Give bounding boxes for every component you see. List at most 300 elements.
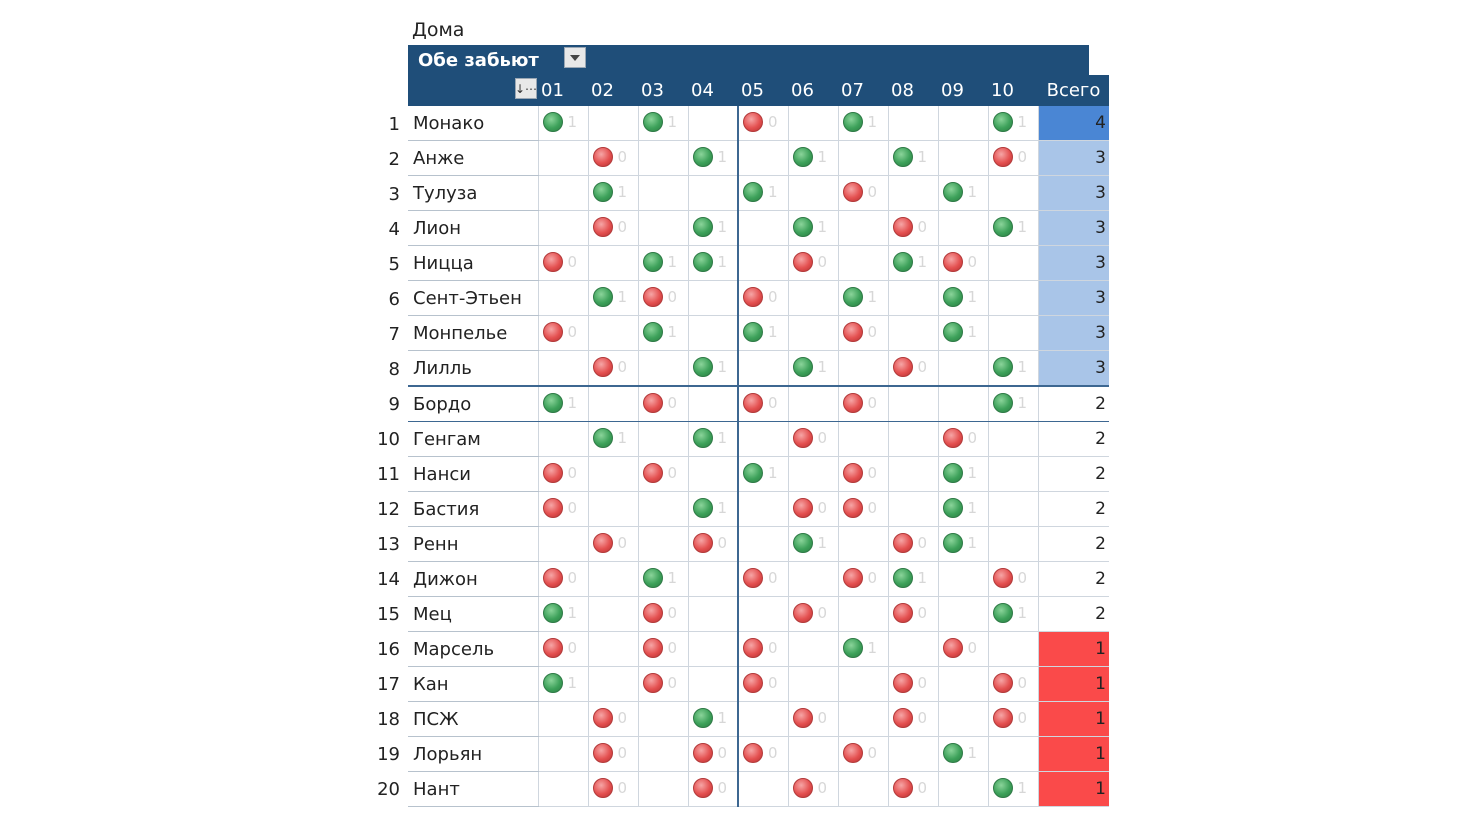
- total-cell[interactable]: 3: [1038, 246, 1109, 281]
- result-cell[interactable]: [638, 702, 688, 737]
- result-cell[interactable]: [888, 457, 938, 492]
- result-cell[interactable]: [788, 422, 838, 457]
- result-cell[interactable]: [788, 457, 838, 492]
- result-cell[interactable]: [538, 141, 588, 176]
- result-cell[interactable]: [738, 141, 788, 176]
- result-cell[interactable]: [638, 737, 688, 772]
- total-cell[interactable]: 1: [1038, 632, 1109, 667]
- result-cell[interactable]: [638, 527, 688, 562]
- result-value: 1: [967, 288, 978, 306]
- result-value: 1: [917, 253, 928, 271]
- total-cell[interactable]: 3: [1038, 211, 1109, 246]
- result-cell[interactable]: [938, 562, 988, 597]
- result-cell[interactable]: [688, 772, 738, 807]
- result-cell[interactable]: [688, 492, 738, 527]
- result-cell[interactable]: [638, 351, 688, 387]
- result-value: 0: [917, 709, 928, 727]
- result-cell[interactable]: [888, 246, 938, 281]
- total-cell[interactable]: 2: [1038, 597, 1109, 632]
- table-row: [408, 562, 1109, 597]
- table-row: [408, 597, 1109, 632]
- result-cell[interactable]: [988, 492, 1038, 527]
- header-total[interactable]: Всего: [1038, 75, 1109, 106]
- result-cell[interactable]: [938, 351, 988, 387]
- result-cell[interactable]: [788, 737, 838, 772]
- result-cell[interactable]: [988, 422, 1038, 457]
- header-match-05[interactable]: 05: [738, 75, 788, 106]
- result-value: 0: [768, 288, 778, 306]
- result-cell[interactable]: [988, 106, 1038, 141]
- result-cell[interactable]: [738, 632, 788, 667]
- result-cell[interactable]: [588, 246, 638, 281]
- green-circle-icon: [643, 112, 663, 132]
- result-cell[interactable]: [738, 211, 788, 246]
- row-number: 3: [388, 184, 400, 205]
- green-circle-icon: [943, 498, 963, 518]
- red-circle-icon: [843, 743, 863, 763]
- result-cell[interactable]: [838, 737, 888, 772]
- result-cell[interactable]: [888, 141, 938, 176]
- result-value: 1: [717, 148, 728, 166]
- result-cell[interactable]: [738, 106, 788, 141]
- result-cell[interactable]: [538, 281, 588, 316]
- result-value: 0: [768, 569, 778, 587]
- result-cell[interactable]: [788, 176, 838, 211]
- result-cell[interactable]: [988, 597, 1038, 632]
- total-cell[interactable]: 2: [1038, 492, 1109, 527]
- result-cell[interactable]: [988, 281, 1038, 316]
- result-cell[interactable]: [538, 632, 588, 667]
- result-cell[interactable]: [638, 597, 688, 632]
- filter-dropdown-button[interactable]: [564, 47, 586, 68]
- total-cell[interactable]: 1: [1038, 667, 1109, 702]
- result-cell[interactable]: [888, 667, 938, 702]
- header-match-09[interactable]: 09: [938, 75, 988, 106]
- result-cell[interactable]: [688, 351, 738, 387]
- total-cell[interactable]: 2: [1038, 527, 1109, 562]
- green-circle-icon: [693, 428, 713, 448]
- result-cell[interactable]: [888, 527, 938, 562]
- result-value: 0: [667, 674, 678, 692]
- result-value: 0: [917, 604, 928, 622]
- green-circle-icon: [543, 393, 563, 413]
- result-cell[interactable]: [788, 527, 838, 562]
- result-cell[interactable]: [738, 457, 788, 492]
- result-cell[interactable]: [888, 422, 938, 457]
- result-cell[interactable]: [888, 492, 938, 527]
- result-value: 0: [1017, 569, 1028, 587]
- result-cell[interactable]: [588, 351, 638, 387]
- result-cell[interactable]: [638, 106, 688, 141]
- result-value: 0: [567, 464, 578, 482]
- header-match-01[interactable]: 01: [538, 75, 588, 106]
- result-value: 1: [817, 148, 828, 166]
- result-cell[interactable]: [588, 457, 638, 492]
- green-circle-icon: [793, 217, 813, 237]
- result-cell[interactable]: [688, 141, 738, 176]
- result-cell[interactable]: [588, 737, 638, 772]
- result-cell[interactable]: [838, 211, 888, 246]
- result-cell[interactable]: [538, 492, 588, 527]
- result-cell[interactable]: [838, 351, 888, 387]
- result-cell[interactable]: [888, 562, 938, 597]
- result-cell[interactable]: [738, 281, 788, 316]
- header-match-10[interactable]: 10: [988, 75, 1038, 106]
- result-cell[interactable]: [938, 667, 988, 702]
- result-cell[interactable]: [588, 702, 638, 737]
- total-cell[interactable]: 2: [1038, 457, 1109, 492]
- result-cell[interactable]: [988, 246, 1038, 281]
- result-cell[interactable]: [588, 281, 638, 316]
- result-cell[interactable]: [938, 316, 988, 351]
- result-cell[interactable]: [688, 422, 738, 457]
- result-cell[interactable]: [938, 281, 988, 316]
- result-cell[interactable]: [888, 632, 938, 667]
- result-cell[interactable]: [588, 492, 638, 527]
- result-value: 0: [967, 639, 978, 657]
- result-cell[interactable]: [738, 597, 788, 632]
- result-value: 0: [967, 253, 978, 271]
- result-cell[interactable]: [738, 492, 788, 527]
- result-cell[interactable]: [538, 386, 588, 422]
- result-value: 1: [667, 569, 678, 587]
- result-cell[interactable]: [588, 106, 638, 141]
- red-circle-icon: [793, 603, 813, 623]
- result-cell[interactable]: [538, 772, 588, 807]
- result-cell[interactable]: [888, 702, 938, 737]
- result-cell[interactable]: [688, 527, 738, 562]
- result-cell[interactable]: [788, 492, 838, 527]
- result-cell[interactable]: [738, 422, 788, 457]
- result-cell[interactable]: [638, 141, 688, 176]
- result-cell[interactable]: [588, 667, 638, 702]
- result-cell[interactable]: [538, 316, 588, 351]
- result-cell[interactable]: [638, 457, 688, 492]
- result-value: 0: [817, 253, 828, 271]
- result-cell[interactable]: [588, 632, 638, 667]
- result-cell[interactable]: [738, 351, 788, 387]
- result-cell[interactable]: [988, 702, 1038, 737]
- result-cell[interactable]: [738, 386, 788, 422]
- result-cell[interactable]: [988, 527, 1038, 562]
- total-cell[interactable]: 3: [1038, 141, 1109, 176]
- total-cell[interactable]: 3: [1038, 351, 1109, 387]
- result-cell[interactable]: [938, 141, 988, 176]
- total-cell[interactable]: 4: [1038, 106, 1109, 141]
- result-value: 1: [967, 534, 978, 552]
- result-cell[interactable]: [638, 386, 688, 422]
- result-cell[interactable]: [588, 527, 638, 562]
- result-cell[interactable]: [888, 386, 938, 422]
- result-cell[interactable]: [938, 772, 988, 807]
- result-cell[interactable]: [938, 422, 988, 457]
- red-circle-icon: [593, 708, 613, 728]
- green-circle-icon: [743, 182, 763, 202]
- result-cell[interactable]: [538, 737, 588, 772]
- result-cell[interactable]: [988, 316, 1038, 351]
- result-cell[interactable]: [788, 562, 838, 597]
- result-cell[interactable]: [538, 246, 588, 281]
- result-cell[interactable]: [688, 457, 738, 492]
- result-cell[interactable]: [688, 281, 738, 316]
- result-value: 1: [867, 113, 878, 131]
- result-cell[interactable]: [688, 737, 738, 772]
- result-cell[interactable]: [988, 457, 1038, 492]
- result-cell[interactable]: [838, 527, 888, 562]
- result-cell[interactable]: [638, 422, 688, 457]
- total-cell[interactable]: 2: [1038, 386, 1109, 422]
- header-match-08[interactable]: 08: [888, 75, 938, 106]
- header-match-04[interactable]: 04: [688, 75, 738, 106]
- result-cell[interactable]: [888, 772, 938, 807]
- row-number: 10: [377, 429, 400, 450]
- header-match-02[interactable]: 02: [588, 75, 638, 106]
- result-cell[interactable]: [588, 141, 638, 176]
- result-cell[interactable]: [888, 737, 938, 772]
- result-cell[interactable]: [738, 772, 788, 807]
- result-value: 0: [967, 429, 978, 447]
- result-cell[interactable]: [588, 422, 638, 457]
- result-cell[interactable]: [838, 667, 888, 702]
- total-cell[interactable]: 3: [1038, 176, 1109, 211]
- result-value: 1: [817, 358, 828, 376]
- header-match-07[interactable]: 07: [838, 75, 888, 106]
- result-value: 1: [567, 674, 578, 692]
- result-cell[interactable]: [888, 316, 938, 351]
- result-cell[interactable]: [588, 562, 638, 597]
- result-cell[interactable]: [638, 176, 688, 211]
- result-cell[interactable]: [538, 422, 588, 457]
- table-caption: Дома: [412, 19, 465, 41]
- result-value: 0: [717, 534, 728, 552]
- result-cell[interactable]: [938, 457, 988, 492]
- result-cell[interactable]: [888, 176, 938, 211]
- result-cell[interactable]: [538, 562, 588, 597]
- green-circle-icon: [843, 287, 863, 307]
- result-cell[interactable]: [588, 316, 638, 351]
- total-cell[interactable]: 3: [1038, 316, 1109, 351]
- red-circle-icon: [893, 603, 913, 623]
- result-cell[interactable]: [738, 246, 788, 281]
- total-cell[interactable]: 1: [1038, 737, 1109, 772]
- red-circle-icon: [743, 287, 763, 307]
- result-cell[interactable]: [788, 597, 838, 632]
- result-cell[interactable]: [688, 316, 738, 351]
- result-value: 0: [617, 218, 628, 236]
- team-name: Лорьян: [408, 737, 538, 772]
- red-circle-icon: [843, 498, 863, 518]
- result-cell[interactable]: [538, 667, 588, 702]
- result-cell[interactable]: [838, 246, 888, 281]
- result-cell[interactable]: [788, 316, 838, 351]
- row-number: 16: [377, 639, 400, 660]
- result-cell[interactable]: [938, 246, 988, 281]
- result-cell[interactable]: [938, 492, 988, 527]
- red-circle-icon: [743, 112, 763, 132]
- result-cell[interactable]: [838, 281, 888, 316]
- result-cell[interactable]: [688, 702, 738, 737]
- result-cell[interactable]: [988, 772, 1038, 807]
- result-cell[interactable]: [638, 316, 688, 351]
- result-cell[interactable]: [938, 106, 988, 141]
- result-cell[interactable]: [738, 316, 788, 351]
- result-cell[interactable]: [738, 527, 788, 562]
- team-name: Лилль: [408, 351, 538, 387]
- result-value: 1: [717, 358, 728, 376]
- total-cell[interactable]: 2: [1038, 422, 1109, 457]
- result-cell[interactable]: [988, 562, 1038, 597]
- result-cell[interactable]: [838, 106, 888, 141]
- result-value: 1: [768, 464, 778, 482]
- result-cell[interactable]: [788, 667, 838, 702]
- result-cell[interactable]: [838, 492, 888, 527]
- result-cell[interactable]: [788, 106, 838, 141]
- team-name: Лион: [408, 211, 538, 246]
- result-cell[interactable]: [538, 211, 588, 246]
- result-cell[interactable]: [838, 597, 888, 632]
- result-cell[interactable]: [938, 211, 988, 246]
- result-cell[interactable]: [788, 772, 838, 807]
- result-cell[interactable]: [538, 176, 588, 211]
- result-cell[interactable]: [688, 176, 738, 211]
- result-cell[interactable]: [688, 106, 738, 141]
- result-cell[interactable]: [588, 211, 638, 246]
- result-cell[interactable]: [538, 351, 588, 387]
- result-cell[interactable]: [938, 176, 988, 211]
- result-cell[interactable]: [688, 667, 738, 702]
- result-cell[interactable]: [838, 176, 888, 211]
- result-cell[interactable]: [688, 386, 738, 422]
- row-number: 11: [377, 464, 400, 485]
- green-circle-icon: [593, 428, 613, 448]
- result-cell[interactable]: [588, 386, 638, 422]
- result-cell[interactable]: [638, 667, 688, 702]
- result-cell[interactable]: [888, 211, 938, 246]
- result-cell[interactable]: [988, 737, 1038, 772]
- sort-button[interactable]: [515, 78, 537, 99]
- result-cell[interactable]: [988, 211, 1038, 246]
- result-cell[interactable]: [838, 422, 888, 457]
- green-circle-icon: [993, 357, 1013, 377]
- result-cell[interactable]: [638, 246, 688, 281]
- result-cell[interactable]: [638, 281, 688, 316]
- result-cell[interactable]: [988, 351, 1038, 387]
- result-cell[interactable]: [688, 562, 738, 597]
- result-cell[interactable]: [738, 737, 788, 772]
- result-value: 1: [1017, 394, 1028, 412]
- result-cell[interactable]: [788, 632, 838, 667]
- result-cell[interactable]: [788, 281, 838, 316]
- result-cell[interactable]: [788, 702, 838, 737]
- result-cell[interactable]: [688, 246, 738, 281]
- result-cell[interactable]: [938, 386, 988, 422]
- green-circle-icon: [743, 322, 763, 342]
- team-name: Анже: [408, 141, 538, 176]
- table-row: [408, 316, 1109, 351]
- result-cell[interactable]: [538, 702, 588, 737]
- result-cell[interactable]: [738, 562, 788, 597]
- result-cell[interactable]: [588, 176, 638, 211]
- result-cell[interactable]: [788, 141, 838, 176]
- result-cell[interactable]: [888, 281, 938, 316]
- total-cell[interactable]: 1: [1038, 772, 1109, 807]
- result-value: 1: [717, 253, 728, 271]
- result-cell[interactable]: [888, 351, 938, 387]
- result-cell[interactable]: [838, 772, 888, 807]
- result-cell[interactable]: [688, 597, 738, 632]
- result-cell[interactable]: [838, 457, 888, 492]
- result-cell[interactable]: [588, 597, 638, 632]
- result-value: 0: [817, 779, 828, 797]
- result-value: 1: [617, 429, 628, 447]
- result-cell[interactable]: [838, 386, 888, 422]
- result-value: 1: [567, 113, 578, 131]
- red-circle-icon: [743, 393, 763, 413]
- result-cell[interactable]: [938, 702, 988, 737]
- header-match-03[interactable]: 03: [638, 75, 688, 106]
- result-cell[interactable]: [988, 667, 1038, 702]
- total-cell[interactable]: 2: [1038, 562, 1109, 597]
- result-cell[interactable]: [938, 632, 988, 667]
- result-cell[interactable]: [638, 211, 688, 246]
- result-cell[interactable]: [688, 211, 738, 246]
- result-cell[interactable]: [788, 246, 838, 281]
- result-cell[interactable]: [638, 562, 688, 597]
- result-cell[interactable]: [638, 492, 688, 527]
- result-value: 1: [1017, 604, 1028, 622]
- result-cell[interactable]: [888, 597, 938, 632]
- result-cell[interactable]: [938, 527, 988, 562]
- result-cell[interactable]: [638, 772, 688, 807]
- result-cell[interactable]: [538, 597, 588, 632]
- result-cell[interactable]: [838, 141, 888, 176]
- result-cell[interactable]: [988, 141, 1038, 176]
- result-cell[interactable]: [988, 386, 1038, 422]
- header-match-06[interactable]: 06: [788, 75, 838, 106]
- result-cell[interactable]: [738, 667, 788, 702]
- result-cell[interactable]: [888, 106, 938, 141]
- result-cell[interactable]: [738, 702, 788, 737]
- result-cell[interactable]: [538, 457, 588, 492]
- result-cell[interactable]: [688, 632, 738, 667]
- result-value: 1: [967, 744, 978, 762]
- team-name: Генгам: [408, 422, 538, 457]
- red-circle-icon: [593, 778, 613, 798]
- green-circle-icon: [943, 743, 963, 763]
- result-cell[interactable]: [538, 527, 588, 562]
- total-cell[interactable]: 3: [1038, 281, 1109, 316]
- result-cell[interactable]: [838, 632, 888, 667]
- result-cell[interactable]: [638, 632, 688, 667]
- result-cell[interactable]: [788, 211, 838, 246]
- result-cell[interactable]: [788, 351, 838, 387]
- green-circle-icon: [793, 357, 813, 377]
- result-cell[interactable]: [938, 737, 988, 772]
- red-circle-icon: [743, 568, 763, 588]
- result-cell[interactable]: [538, 106, 588, 141]
- result-cell[interactable]: [788, 386, 838, 422]
- result-cell[interactable]: [938, 597, 988, 632]
- result-cell[interactable]: [838, 702, 888, 737]
- result-cell[interactable]: [838, 316, 888, 351]
- result-cell[interactable]: [988, 176, 1038, 211]
- result-cell[interactable]: [588, 772, 638, 807]
- table-row: [408, 702, 1109, 737]
- total-cell[interactable]: 1: [1038, 702, 1109, 737]
- result-cell[interactable]: [738, 176, 788, 211]
- result-cell[interactable]: [988, 632, 1038, 667]
- result-cell[interactable]: [838, 562, 888, 597]
